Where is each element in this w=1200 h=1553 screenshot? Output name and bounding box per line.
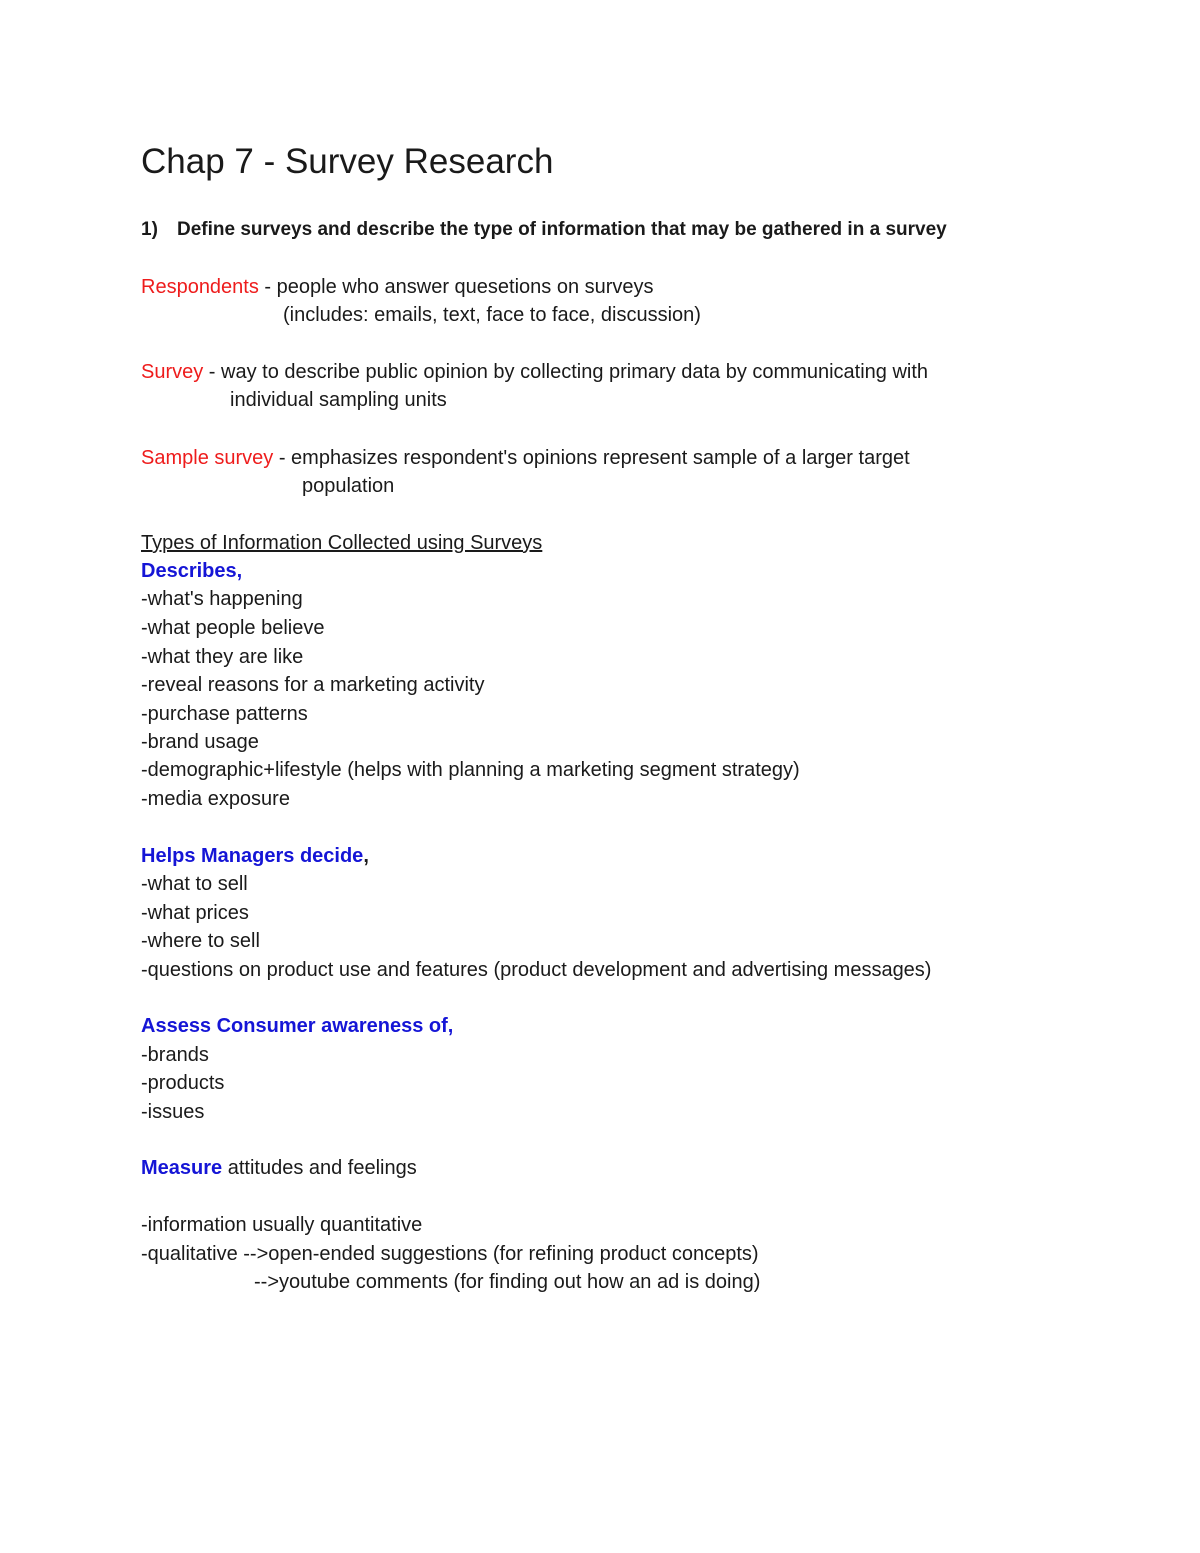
describes-heading: Describes, — [141, 560, 243, 582]
measure-text: attitudes and feelings — [222, 1157, 417, 1179]
definition-respondents-continuation: (includes: emails, text, face to face, discussion) — [283, 304, 701, 326]
definition-respondents — [141, 273, 654, 301]
list-item: -reveal reasons for a marketing activity — [141, 674, 485, 696]
list-item: -products — [141, 1072, 225, 1094]
info-line-qualitative: -qualitative -->open-ended suggestions (for refining product concepts) — [141, 1243, 759, 1265]
list-item: -what prices — [141, 902, 249, 924]
assess-heading: Assess Consumer awareness of, — [141, 1015, 454, 1037]
types-heading: Types of Information Collected using Surveys — [141, 532, 543, 554]
question-text: Define surveys and describe the type of information that may be gathered in a survey — [177, 219, 947, 240]
list-item: -brand usage — [141, 731, 259, 753]
list-item: -purchase patterns — [141, 703, 308, 725]
definition-survey-continuation: individual sampling units — [230, 389, 447, 411]
list-item: -what to sell — [141, 873, 248, 895]
question-number: 1) — [141, 219, 158, 240]
list-item: -what they are like — [141, 646, 304, 668]
list-item: -where to sell — [141, 930, 260, 952]
definition-survey — [141, 358, 928, 386]
term-respondents: Respondents — [141, 276, 259, 298]
definition-survey-text: - way to describe public opinion by collecting primary data by communicating with — [203, 361, 929, 383]
list-item: -demographic+lifestyle (helps with planning a marketing segment strategy) — [141, 759, 800, 781]
list-item: -issues — [141, 1101, 205, 1123]
measure-line — [141, 1154, 417, 1182]
info-line-youtube: -->youtube comments (for finding out how an ad is doing) — [254, 1271, 761, 1293]
list-item: -what's happening — [141, 588, 303, 610]
definition-sample-survey-text: - emphasizes respondent's opinions represent sample of a larger target — [273, 447, 910, 469]
helps-heading-suffix: , — [363, 845, 369, 867]
list-item: -brands — [141, 1044, 209, 1066]
page-title: Chap 7 - Survey Research — [141, 142, 554, 181]
term-survey: Survey — [141, 361, 204, 383]
measure-heading: Measure — [141, 1157, 223, 1179]
info-line-quantitative: -information usually quantitative — [141, 1214, 423, 1236]
list-item: -what people believe — [141, 617, 325, 639]
definition-sample-survey-continuation: population — [302, 475, 395, 497]
list-item: -media exposure — [141, 788, 290, 810]
list-item: -questions on product use and features (product development and advertising messages) — [141, 959, 932, 981]
definition-sample-survey — [141, 444, 910, 472]
definition-respondents-text: - people who answer quesetions on surveys — [258, 276, 654, 298]
helps-heading-text: Helps Managers decide — [141, 845, 364, 867]
term-sample-survey: Sample survey — [141, 447, 274, 469]
question-heading — [141, 216, 947, 244]
helps-heading — [141, 842, 369, 870]
